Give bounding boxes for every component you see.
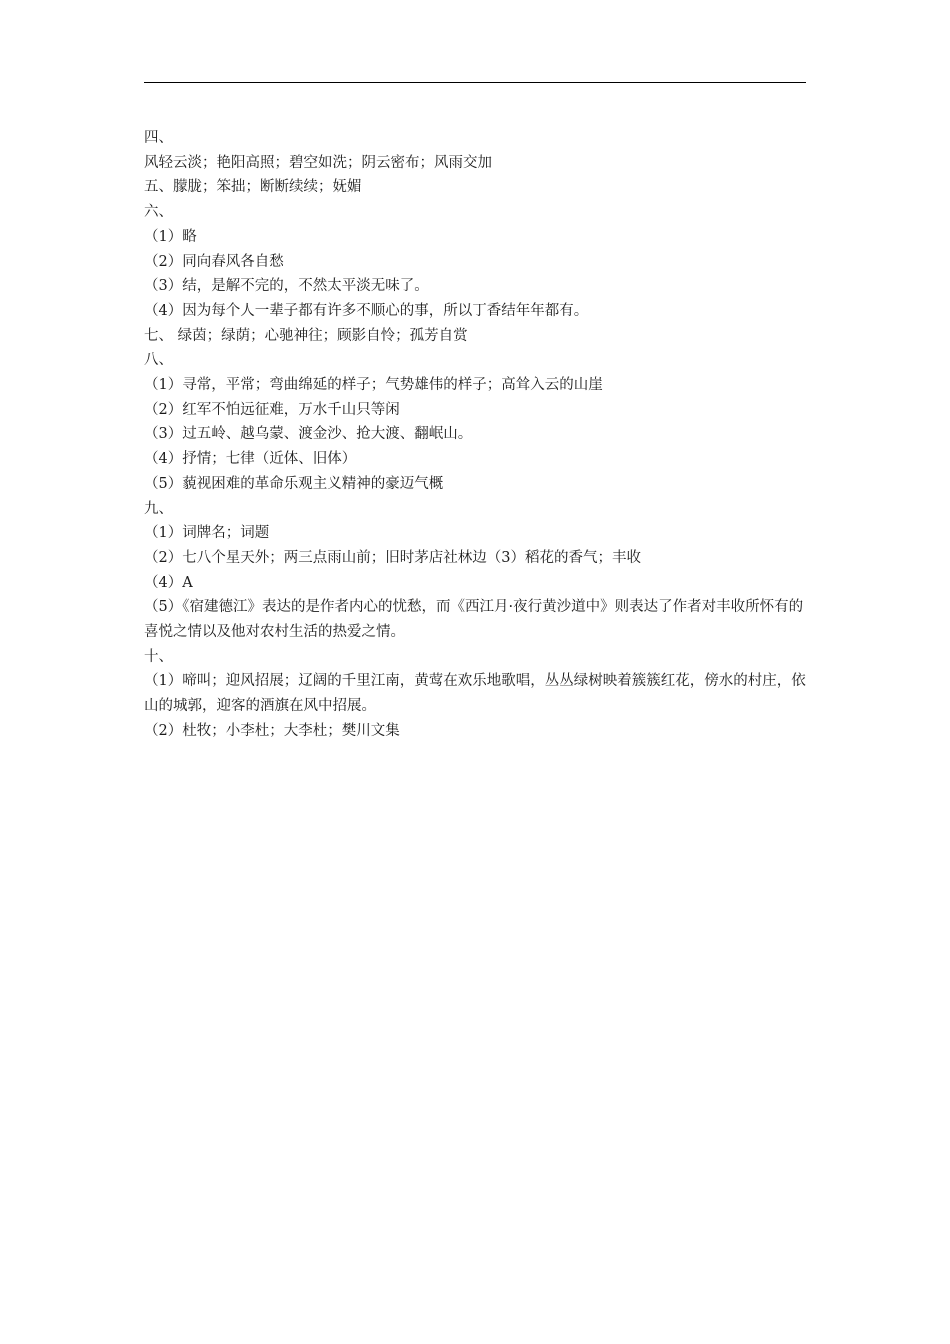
section-heading-4: 四、 (144, 130, 173, 146)
answer-line: （5）藐视困难的革命乐观主义精神的豪迈气概 (144, 475, 444, 492)
answer-line: （2）七八个星天外；两三点雨山前；旧时茅店社林边（3）稻花的香气；丰收 (144, 549, 641, 566)
answer-line: 风轻云淡；艳阳高照；碧空如洗；阴云密布；风雨交加 (144, 154, 492, 171)
answer-line: 五、朦胧；笨拙；断断续续；妩媚 (144, 179, 362, 196)
header-rule (144, 82, 806, 83)
answer-line: （3）结，是解不完的，不然太平淡无味了。 (144, 278, 429, 295)
answer-line: （4）A (144, 574, 193, 591)
answer-line: （1）略 (144, 228, 197, 245)
answer-line: （4）抒情；七律（近体、旧体） (144, 451, 357, 468)
answer-line: （2）红军不怕远征难，万水千山只等闲 (144, 401, 400, 418)
section-heading-6: 六、 (144, 204, 173, 221)
answer-line: 七、 绿茵；绿荫；心驰神往；顾影自怜；孤芳自赏 (144, 327, 468, 344)
answer-line: （2）同向春风各自愁 (144, 253, 284, 270)
answer-paragraph: （5）《宿建德江》表达的是作者内心的忧愁，而《西江月·夜行黄沙道中》则表达了作者对丰收所怀有的喜悦之情以及他对农村生活的热爱之情。 (144, 599, 804, 641)
section-heading-9: 九、 (144, 500, 173, 517)
section-heading-8: 八、 (144, 352, 173, 369)
answer-content (144, 126, 806, 744)
answer-line: （2）杜牧；小李杜；大李杜；樊川文集 (144, 722, 400, 739)
answer-paragraph: （1）啼叫；迎风招展；辽阔的千里江南，黄莺在欢乐地歌唱，丛丛绿树映着簇簇红花，傍水的村庄，依山的城郭，迎客的酒旗在风中招展。 (144, 673, 806, 715)
answer-line: （1）寻常，平常；弯曲绵延的样子；气势雄伟的样子；高耸入云的山崖 (144, 377, 603, 394)
answer-line: （1）词牌名；词题 (144, 525, 270, 542)
answer-line: （4）因为每个人一辈子都有许多不顺心的事，所以丁香结年年都有。 (144, 302, 589, 319)
answer-line: （3）过五岭、越乌蒙、渡金沙、抢大渡、翻岷山。 (144, 426, 473, 443)
section-heading-10: 十、 (144, 648, 173, 665)
